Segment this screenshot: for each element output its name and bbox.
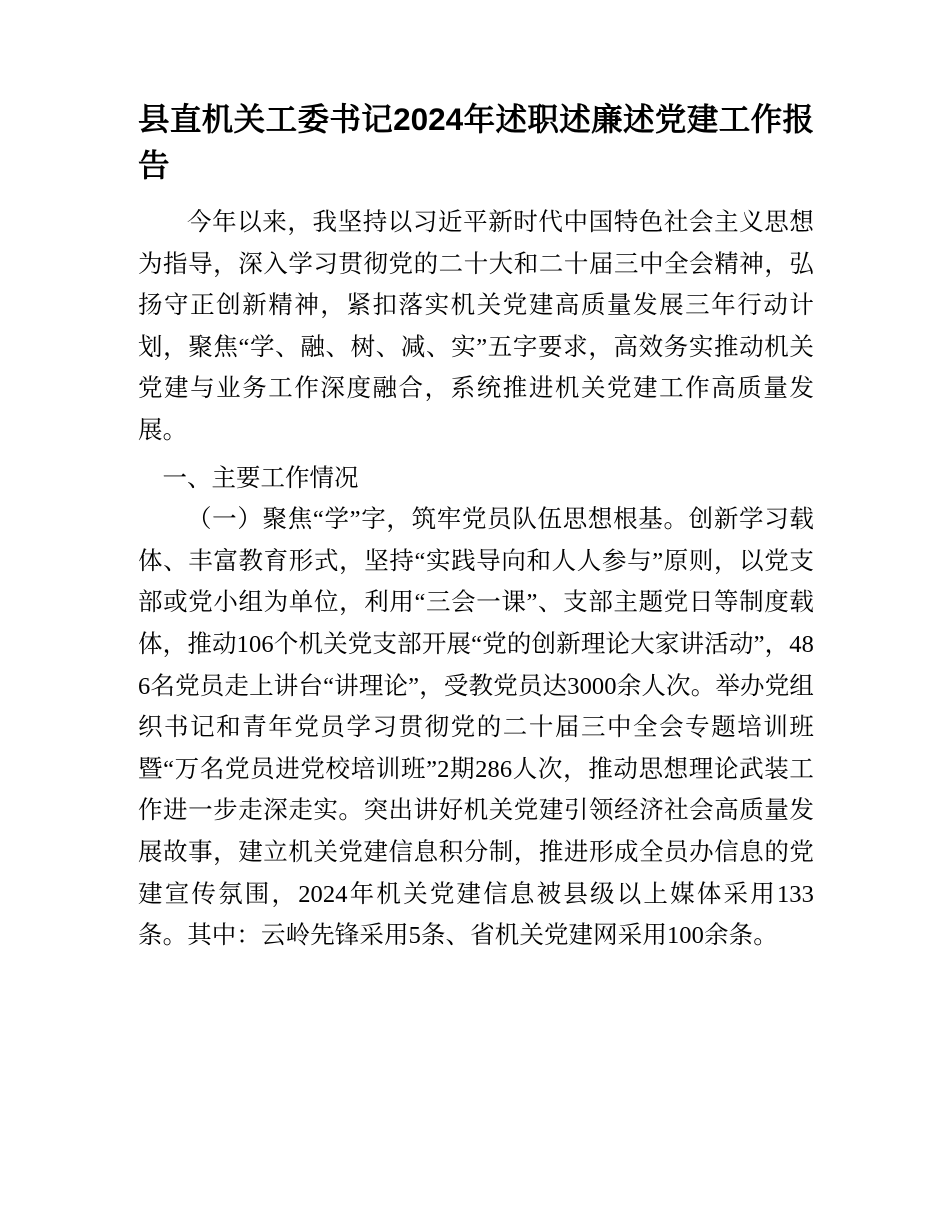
document-body	[138, 96, 814, 957]
paragraph-subsection-one: （一）聚焦“学”字，筑牢党员队伍思想根基。创新学习载体、丰富教育形式，坚持“实践导向和人人参与”原则，以党支部或党小组为单位，利用“三会一课”、支部主题党日等制度载体，推动106个机关党支部开展“党的创新理论大家讲活动”，486名党员走上讲台“讲理论”，受教党员达3000余人次。举办党组织书记和青年党员学习贯彻党的二十届三中全会专题培训班暨“万名党员进党校培训班”2期286人次，推动思想理论武装工作进一步走深走实。突出讲好机关党建引领经济社会高质量发展故事，建立机关党建信息积分制，推进形成全员办信息的党建宣传氛围，2024年机关党建信息被县级以上媒体采用133条。其中：云岭先锋采用5条、省机关党建网采用100余条。	[138, 506, 814, 950]
section-heading-main-work: 一、主要工作情况	[162, 464, 359, 492]
page-title: 县直机关工委书记2024年述职述廉述党建工作报告	[138, 101, 814, 183]
paragraph-intro: 今年以来，我坚持以习近平新时代中国特色社会主义思想为指导，深入学习贯彻党的二十大和二十届三中全会精神，弘扬守正创新精神，紧扣落实机关党建高质量发展三年行动计划，聚焦“学、融、树、减、实”五字要求，高效务实推动机关党建与业务工作深度融合，系统推进机关党建工作高质量发展。	[138, 209, 814, 444]
